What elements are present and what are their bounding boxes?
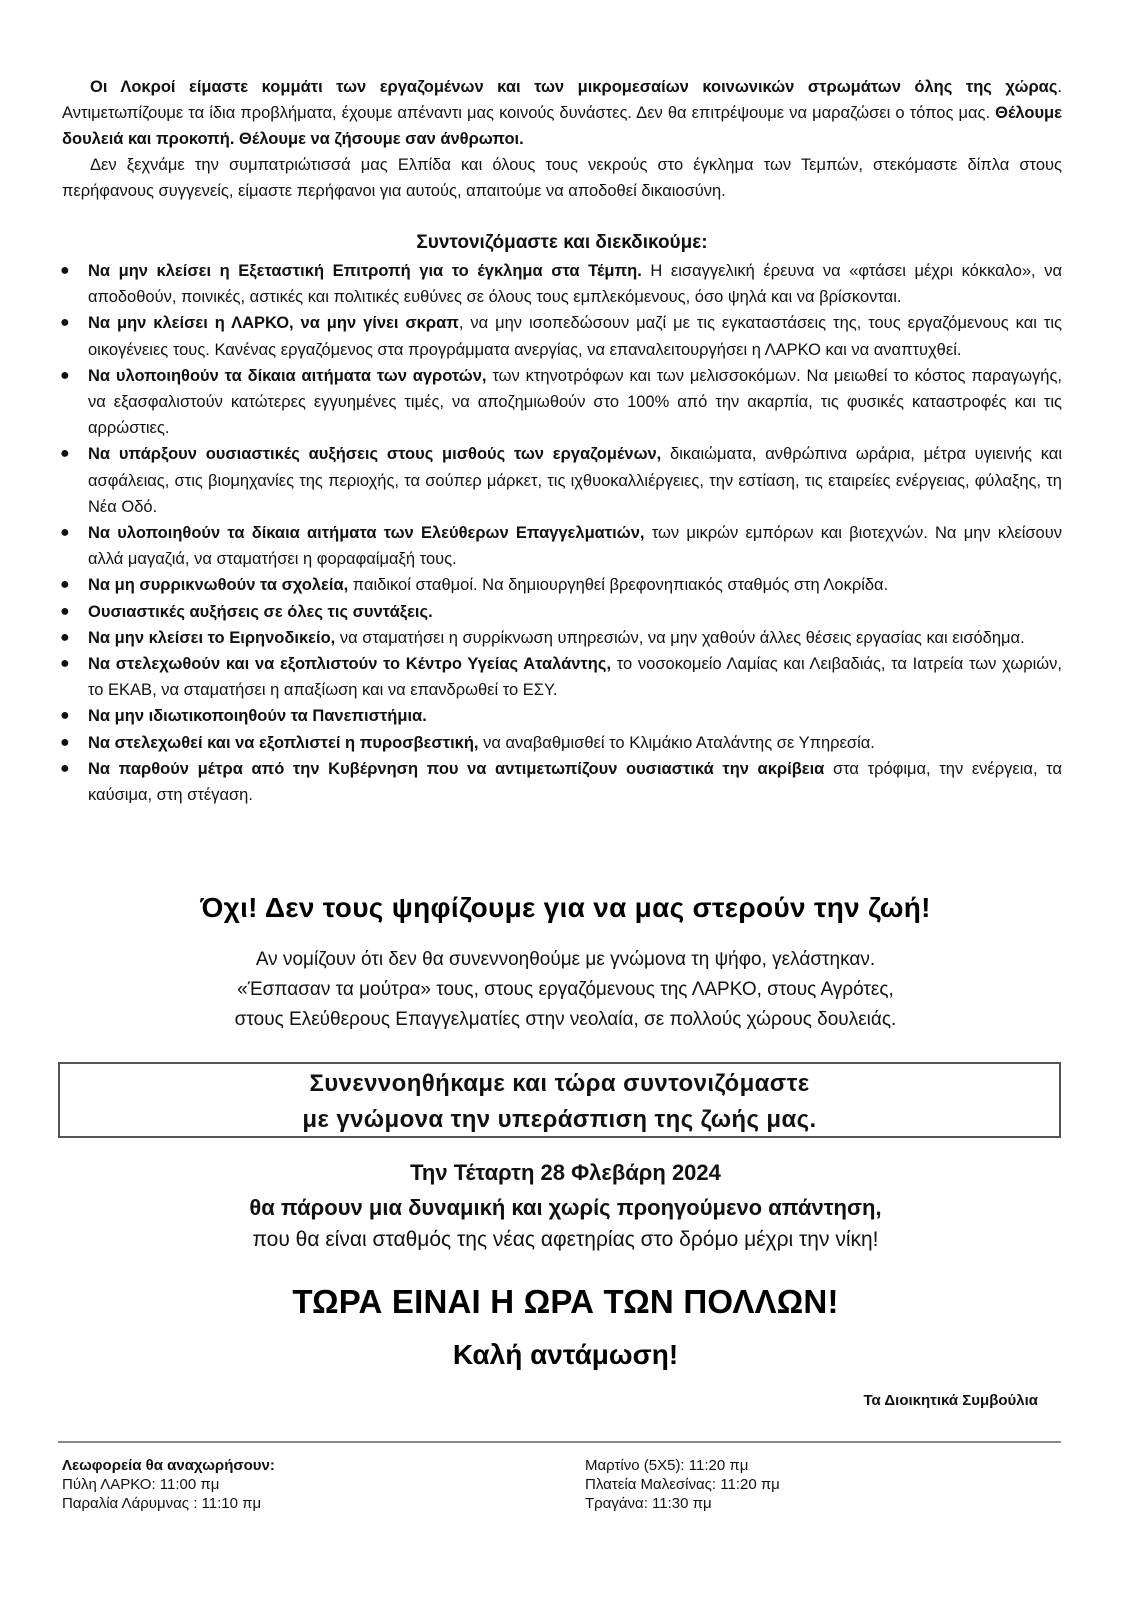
bullet-icon: ● [60, 733, 70, 751]
bullet-icon: ● [60, 262, 70, 279]
subtext-line-2: «Έσπασαν τα μούτρα» τους, στους εργαζόμενους της ΛΑΡΚΟ, στους Αγρότες, [237, 979, 894, 1000]
demand-bold: Να μη συρρικνωθούν τα σχολεία, [88, 576, 349, 595]
bus-title: Λεωφορεία θα αναχωρήσουν: [62, 1457, 275, 1474]
demand-item [58, 363, 1062, 442]
demand-bold: Να στελεχωθεί και να εξοπλιστεί η πυροσβεστική, [88, 733, 479, 752]
intro-rest: . Αντιμετωπίζουμε τα ίδια προβλήματα, έχουμε απέναντι μας κοινούς δυνάστες. Δεν θα επιτρέψουμε να μαραζώσει ο τόπος μας. [62, 78, 1062, 122]
subtext-block [0, 945, 1131, 1035]
bus-column-right [585, 1456, 780, 1513]
demand-item [58, 730, 1062, 756]
demand-text: να αναβαθμισθεί το Κλιμάκιο Αταλάντης σε Υπηρεσία. [478, 733, 875, 752]
demand-bold: Να παρθούν μέτρα από την Κυβέρνηση που να αντιμετωπίζουν ουσιαστικά την ακρίβεια [88, 759, 825, 778]
demand-bold: Να μην κλείσει η ΛΑΡΚΟ, να μην γίνει σκραπ [88, 314, 459, 333]
bullet-icon: ● [60, 655, 70, 673]
demand-text: να σταματήσει η συρρίκνωση υπηρεσιών, να μην χαθούν άλλες θέσεις εργασίας και εισόδημα. [335, 628, 1025, 647]
demand-item [58, 756, 1062, 808]
demand-bold: Να υπάρξουν ουσιαστικές αυξήσεις στους μισθούς των εργαζομένων, [88, 445, 662, 464]
bullet-icon: ● [60, 524, 70, 542]
bullet-icon: ● [60, 707, 70, 725]
event-answer: θα πάρουν μια δυναμική και χωρίς προηγούμενο απάντηση, [249, 1195, 882, 1220]
bullet-icon: ● [60, 366, 70, 384]
subtext-line-3: στους Ελεύθερους Επαγγελματίες στην νεολαία, σε πολλούς χώρους δουλειάς. [234, 1009, 897, 1030]
demand-bold: Να υλοποιηθούν τα δίκαια αιτήματα των Ελεύθερων Επαγγελματιών, [88, 524, 645, 543]
demand-text: δικαιώματα, ανθρώπινα ωράρια, μέτρα υγιεινής και ασφάλειας, στις βιομηχανίες της περιοχής, τα σούπερ μάρκετ, τις ιχθυοκαλλιέργειες, την εστίαση, τις εταιρείες ενέργειας, φύλαξης, τη Νέα Οδό. [88, 445, 1062, 516]
demand-text: παιδικοί σταθμοί. Να δημιουργηθεί βρεφονηπιακός σταθμός στη Λοκρίδα. [348, 576, 889, 595]
event-station: που θα είναι σταθμός της νέας αφετηρίας στο δρόμο μέχρι την νίκη! [252, 1228, 879, 1251]
demand-item [58, 441, 1062, 520]
intro-bold-end: Θέλουμε δουλειά και προκοπή. Θέλουμε να ζήσουμε σαν άνθρωποι. [62, 104, 1062, 148]
bus-stop: Πλατεία Μαλεσίνας: 11:20 πμ [585, 1476, 780, 1493]
slogan-now: ΤΩΡΑ ΕΙΝΑΙ Η ΩΡΑ ΤΩΝ ΠΟΛΛΩΝ! [292, 1283, 839, 1320]
signature: Τα Διοικητικά Συμβούλια [863, 1392, 1038, 1409]
subtext-line-1: Αν νομίζουν ότι δεν θα συνεννοηθούμε με γνώμονα τη ψήφο, γελάστηκαν. [255, 949, 876, 970]
demand-item [58, 258, 1062, 310]
demand-bold: Να στελεχωθούν και να εξοπλιστούν το Κέντρο Υγείας Αταλάντης, [88, 655, 612, 674]
demand-text: Η εισαγγελική έρευνα να «φτάσει μέχρι κόκκαλο», να αποδοθούν, ποινικές, αστικές και πολιτικές ευθύνες σε όλους τους εμπλεκόμενους, όσο ψηλά και να βρίσκονται. [88, 262, 1062, 307]
bullet-icon: ● [60, 576, 70, 594]
demand-item [58, 572, 1062, 598]
demand-item [58, 599, 1062, 625]
bullet-icon: ● [60, 759, 70, 777]
bus-column-left [62, 1456, 275, 1513]
demands-list [58, 258, 1062, 808]
demand-text: , να μην ισοπεδώσουν μαζί με τις εγκαταστάσεις της, τους εργαζόμενους και τις οικογένειες τους. Κανένας εργαζόμενος στα προγράμματα ανεργίας, να επαναλειτουργήσει η ΛΑΡΚΟ και να αναπτυχθεί. [88, 314, 1062, 359]
highlight-box [58, 1062, 1061, 1138]
demand-item [58, 625, 1062, 651]
demand-item [58, 520, 1062, 572]
demand-bold: Ουσιαστικές αυξήσεις σε όλες τις συντάξεις. [88, 602, 433, 621]
demand-bold: Να μην κλείσει το Ειρηνοδικείο, [88, 628, 336, 647]
demand-bold: Να μην κλείσει η Εξεταστική Επιτροπή για το έγκλημα στα Τέμπη. [88, 262, 642, 280]
bus-stop: Πύλη ΛΑΡΚΟ: 11:00 πμ [62, 1476, 220, 1493]
demand-text: των μικρών εμπόρων και βιοτεχνών. Να μην κλείσουν αλλά μαγαζιά, να σταματήσει η φοραφαίμαξή τους. [88, 524, 1063, 569]
demand-bold: Να υλοποιηθούν τα δίκαια αιτήματα των αγροτών, [88, 366, 487, 385]
intro-paragraph-2: Δεν ξεχνάμε την συμπατριώτισσά μας Ελπίδα και όλους τους νεκρούς στο έγκλημα των Τεμπών, στεκόμαστε δίπλα στους περήφανους συγγενείς, είμαστε περήφανοι για αυτούς, απαιτούμε να αποδοθεί δικαιοσύνη. [62, 156, 1062, 200]
intro-bold-start: Οι Λοκροί είμαστε κομμάτι των εργαζομένων και των μικρομεσαίων κοινωνικών στρωμάτων όλης της χώρας [90, 78, 1058, 96]
bus-stop: Παραλία Λάρυμνας : 11:10 πμ [62, 1495, 262, 1512]
bus-stop: Μαρτίνο (5Χ5): 11:20 πμ [585, 1457, 749, 1474]
demands-heading: Συντονιζόμαστε και διεκδικούμε: [416, 232, 708, 253]
demand-text: στα τρόφιμα, την ενέργεια, τα καύσιμα, στη στέγαση. [88, 759, 1062, 805]
highlight-line-2: με γνώμονα την υπεράσπιση της ζωής μας. [302, 1106, 817, 1133]
bullet-icon: ● [60, 602, 70, 620]
demand-text: το νοσοκομείο Λαμίας και Λειβαδιάς, τα Ιατρεία των χωριών, το ΕΚΑΒ, να σταματήσει η απαξίωση και να επανδρωθεί το ΕΣΥ. [88, 655, 1062, 700]
bullet-icon: ● [60, 445, 70, 463]
demand-text: των κτηνοτρόφων και των μελισσοκόμων. Να μειωθεί το κόστος παραγωγής, να εξασφαλιστούν κατώτερες εγγυημένες τιμές, να αποζημιωθούν στο 100% από την ακαρπία, τις φυσικές καταστροφές και τις αρρώστιες. [88, 366, 1063, 438]
bus-stop: Τραγάνα: 11:30 πμ [585, 1495, 712, 1512]
bullet-icon: ● [60, 628, 70, 646]
intro-paragraph-1 [62, 74, 1062, 152]
demand-item [58, 703, 1062, 729]
event-date: Την Τέταρτη 28 Φλεβάρη 2024 [410, 1160, 721, 1185]
demand-bold: Να μην ιδιωτικοποιηθούν τα Πανεπιστήμια. [88, 707, 427, 726]
bullet-icon: ● [60, 314, 70, 332]
intro-text [62, 74, 1062, 204]
highlight-line-1: Συνεννοηθήκαμε και τώρα συντονιζόμαστε [309, 1070, 810, 1097]
separator-line [58, 1441, 1061, 1443]
slogan-no-vote: Όχι! Δεν τους ψηφίζουμε για να μας στερούν την ζωή! [200, 892, 931, 923]
demand-item [58, 651, 1062, 703]
slogan-meet: Καλή αντάμωση! [452, 1339, 679, 1370]
demand-item [58, 310, 1062, 362]
